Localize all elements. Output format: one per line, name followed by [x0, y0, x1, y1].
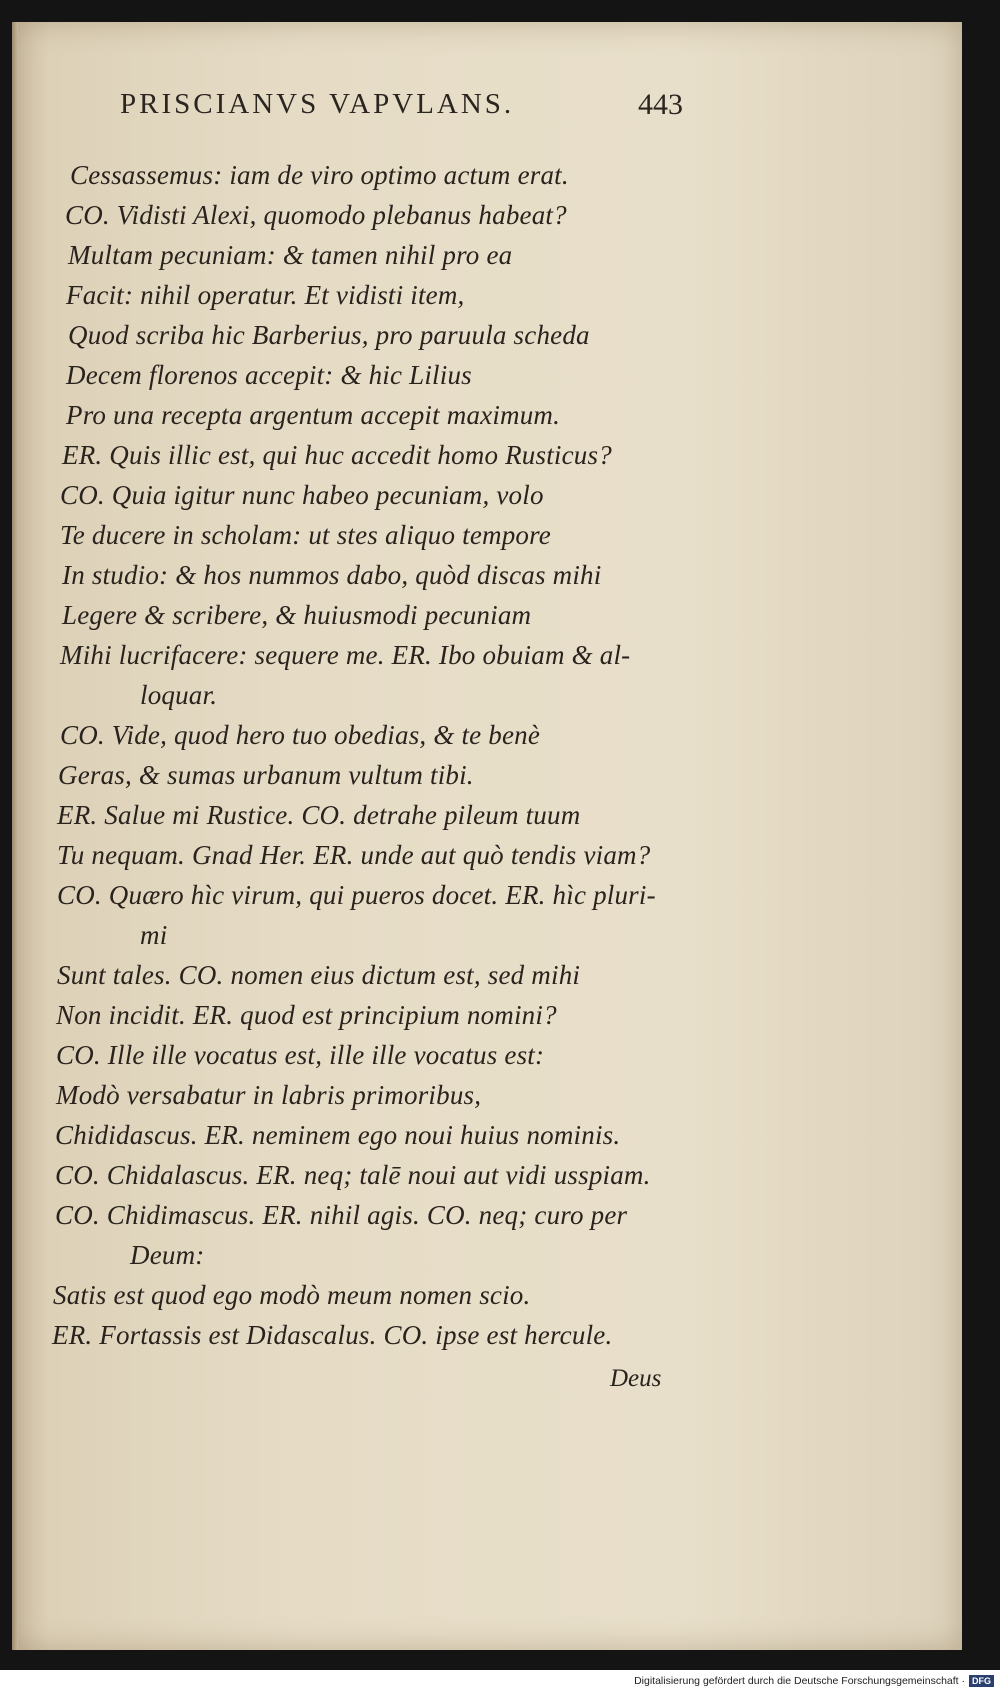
text-line: Satis est quod ego modò meum nomen scio. — [53, 1280, 531, 1310]
dfg-logo: DFG — [969, 1675, 994, 1687]
page-edge — [12, 22, 18, 1650]
text-line: Sunt tales. CO. nomen eius dictum est, sed mihi — [57, 960, 581, 990]
catchword: Deus — [610, 1365, 662, 1392]
text-line: ER. Quis illic est, qui huc accedit homo Rusticus? — [62, 440, 612, 470]
text-line: CO. Chidimascus. ER. nihil agis. CO. neq; curo per — [55, 1200, 628, 1230]
text-line: CO. Quia igitur nunc habeo pecuniam, volo — [60, 480, 544, 510]
text-line: Facit: nihil operatur. Et vidisti item, — [66, 280, 465, 310]
text-line: Geras, & sumas urbanum vultum tibi. — [58, 760, 474, 790]
text-line: ER. Salue mi Rustice. CO. detrahe pileum tuum — [57, 800, 581, 830]
text-line: Decem florenos accepit: & hic Lilius — [66, 360, 472, 390]
text-line: CO. Chidalascus. ER. neq; talē noui aut vidi usspiam. — [55, 1160, 651, 1190]
page-number: 443 — [638, 88, 683, 121]
text-line: Quod scriba hic Barberius, pro paruula scheda — [68, 320, 590, 350]
page-header — [120, 88, 720, 138]
digitization-footer — [634, 1672, 994, 1690]
text-line: Chididascus. ER. neminem ego noui huius nominis. — [55, 1120, 621, 1150]
text-line: Pro una recepta argentum accepit maximum. — [66, 400, 561, 430]
text-line: Multam pecuniam: & tamen nihil pro ea — [68, 240, 513, 270]
text-line: CO. Vide, quod hero tuo obedias, & te benè — [60, 720, 541, 750]
text-line: mi — [140, 920, 168, 950]
text-line: Cessassemus: iam de viro optimo actum erat. — [70, 160, 569, 190]
footer-credit: Digitalisierung gefördert durch die Deutsche Forschungsgemeinschaft · — [634, 1675, 965, 1687]
text-line: Non incidit. ER. quod est principium nomini? — [56, 1000, 557, 1030]
text-line: Tu nequam. Gnad Her. ER. unde aut quò tendis viam? — [57, 840, 651, 870]
text-line: Te ducere in scholam: ut stes aliquo tempore — [60, 520, 551, 550]
text-line: loquar. — [140, 680, 218, 710]
text-line: CO. Quæro hìc virum, qui pueros docet. ER. hìc pluri- — [57, 880, 656, 910]
text-line: Legere & scribere, & huiusmodi pecuniam — [62, 600, 532, 630]
running-title: PRISCIANVS VAPVLANS. — [120, 88, 515, 120]
text-line: Modò versabatur in labris primoribus, — [56, 1080, 482, 1110]
text-line: In studio: & hos nummos dabo, quòd discas mihi — [62, 560, 602, 590]
text-line: ER. Fortassis est Didascalus. CO. ipse est hercule. — [52, 1320, 613, 1350]
text-line: Deum: — [130, 1240, 205, 1270]
text-line: CO. Ille ille vocatus est, ille ille vocatus est: — [56, 1040, 545, 1070]
text-line: CO. Vidisti Alexi, quomodo plebanus habeat? — [65, 200, 567, 230]
text-line: Mihi lucrifacere: sequere me. ER. Ibo obuiam & al- — [60, 640, 631, 670]
